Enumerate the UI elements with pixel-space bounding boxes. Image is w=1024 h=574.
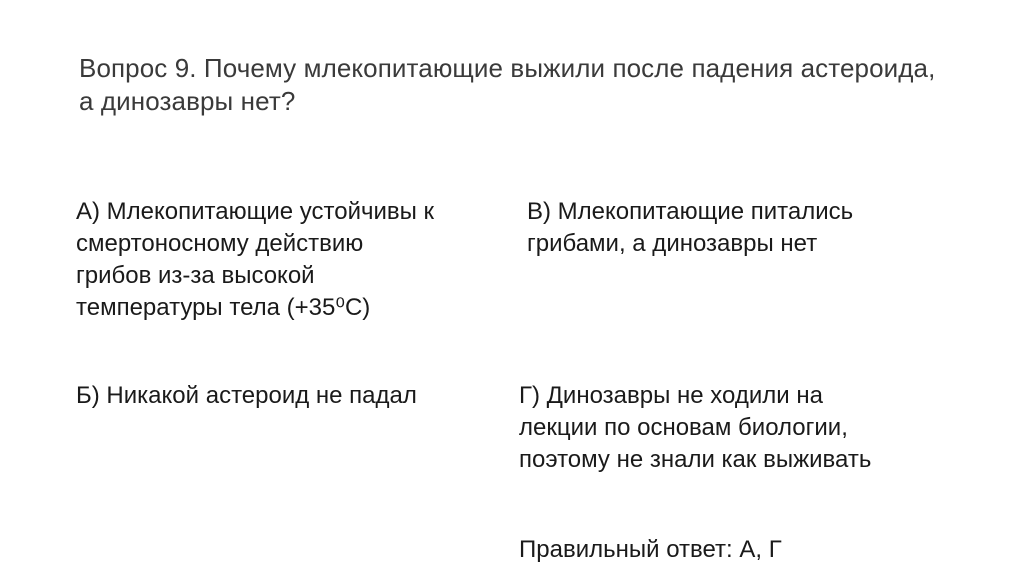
answer-option-v: В) Млекопитающие питались грибами, а динозавры нет: [527, 198, 854, 257]
answer-option-b: Б) Никакой астероид не падал: [76, 382, 417, 409]
question-title: Вопрос 9. Почему млекопитающие выжили после падения астероида, а динозавры нет?: [79, 53, 936, 116]
correct-answer: Правильный ответ: А, Г: [519, 536, 782, 563]
answer-option-g: Г) Динозавры не ходили на лекции по основам биологии, поэтому не знали как выживать: [519, 382, 872, 473]
answer-option-a: А) Млекопитающие устойчивы к смертоносному действию грибов из-за высокой температуры тела (+35⁰С): [76, 198, 435, 321]
